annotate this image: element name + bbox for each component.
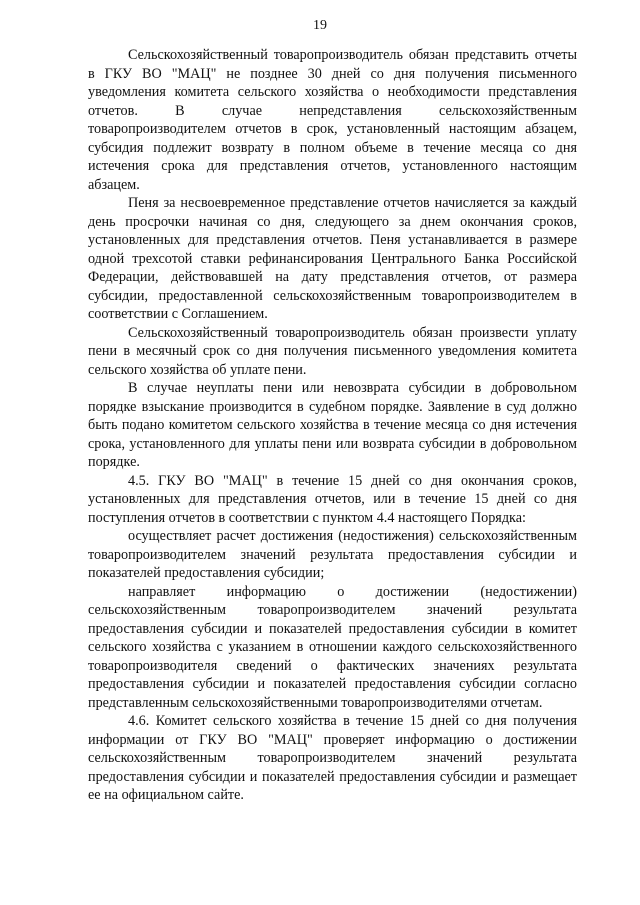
paragraph-report-obligation: Сельскохозяйственный товаропроизводитель обязан представить отчеты в ГКУ ВО "МАЦ" не позднее 30 дней со дня получения письменного уведомления комитета сельского хозяйства о необходимости представления отчетов. В случае непредставления сельскохозяйственным товаропроизводителем отчетов в срок, установленный настоящим абзацем, субсидия подлежит возврату в полном объеме в течение месяца со дня истечения срока для представления отчетов, установленного настоящим абзацем.: [88, 47, 577, 193]
paragraph-4-5-information: направляет информацию о достижении (недостижении) сельскохозяйственным товаропроизводителем значений результата предоставления субсидии и показателей предоставления субсидии в комитет сельского хозяйства с указанием в отношении каждого сельскохозяйственного товаропроизводителя сведений о фактических значениях результата предоставления субсидии и показателей предоставления субсидии согласно представленным сельскохозяйственными товаропроизводителями отчетам.: [88, 583, 577, 711]
page-number: 19: [313, 18, 327, 33]
document-body: [88, 46, 577, 805]
paragraph-penalty-accrual: Пеня за несвоевременное представление отчетов начисляется за каждый день просрочки начиная со дня, следующего за днем окончания сроков, установленных для представления отчетов. Пеня устанавливается в размере одной трехсотой ставки рефинансирования Центрального Банка Российской Федерации, действовавшей на дату представления отчетов, от размера субсидии, предоставленной сельскохозяйственным товаропроизводителем в соответствии с Соглашением.: [88, 195, 577, 322]
paragraph-4-6: 4.6. Комитет сельского хозяйства в течение 15 дней со дня получения информации от ГКУ ВО "МАЦ" проверяет информацию о достижении сельскохозяйственным товаропроизводителем значений результата предоставления субсидии и показателей предоставления субсидии и размещает ее на официальном сайте.: [88, 713, 577, 803]
paragraph-court-recovery: В случае неуплаты пени или невозврата субсидии в добровольном порядке взыскание производится в судебном порядке. Заявление в суд должно быть подано комитетом сельского хозяйства в течение месяца со дня истечения срока, установленного для уплаты пени или возврата субсидии в добровольном порядке.: [88, 380, 577, 470]
paragraph-4-5: 4.5. ГКУ ВО "МАЦ" в течение 15 дней со дня окончания сроков, установленных для представления отчетов, или в течение 15 дней со дня поступления отчетов в соответствии с пунктом 4.4 настоящего Порядка:: [88, 472, 577, 526]
paragraph-4-5-calculation: осуществляет расчет достижения (недостижения) сельскохозяйственным товаропроизводителем значений результата предоставления субсидии и показателей предоставления субсидии;: [88, 528, 577, 581]
paragraph-penalty-payment: Сельскохозяйственный товаропроизводитель обязан произвести уплату пени в месячный срок со дня получения письменного уведомления комитета сельского хозяйства об уплате пени.: [88, 324, 577, 378]
